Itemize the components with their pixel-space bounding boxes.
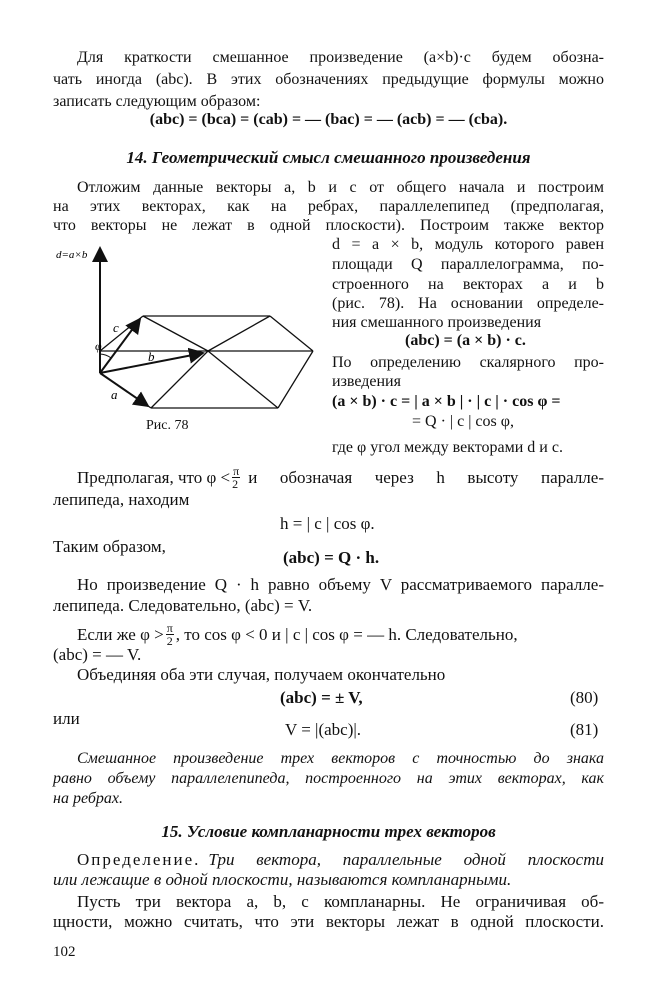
s14-p1-line-2: на этих векторах, как на ребрах, параллелепипед (предполагая, — [53, 198, 604, 215]
fraction-denominator: 2 — [232, 477, 239, 491]
equation-80: (abc) = ± V, — [280, 688, 363, 707]
assume-text-b: и обозначая через h высоту паралле- — [248, 467, 604, 487]
theorem-line-3: на ребрах. — [53, 790, 123, 807]
pi-over-two-fraction-2 — [166, 622, 174, 647]
label-b: b — [148, 349, 155, 364]
definition-label: Определение. — [77, 850, 201, 869]
equation-81: V = |(abc)|. — [285, 720, 362, 739]
if-result: (abc) = — V. — [53, 645, 142, 664]
intro-line-1: Для краткости смешанное произведение (a×b)·c будем обозна- — [77, 49, 604, 66]
eq-abc-definition: (abc) = (a × b) · c. — [405, 332, 526, 349]
equation-81-number: (81) — [570, 720, 599, 739]
product-line-2: лепипеда. Следовательно, (abc) = V. — [53, 596, 313, 615]
eq-dot-product-2: = Q · | c | cos φ, — [412, 413, 514, 430]
figure-78 — [53, 236, 318, 446]
s15-p1-line-1: Пусть три вектора a, b, c компланарны. Не ограничивая об- — [77, 892, 604, 911]
page-number: 102 — [53, 944, 76, 960]
s14-right2-line-1: По определению скалярного про- — [332, 354, 604, 371]
pi-over-two-fraction — [232, 465, 240, 490]
s14-right-line-5: ния смешанного произведения — [332, 314, 542, 331]
figure-caption: Рис. 78 — [146, 418, 189, 433]
fraction-denominator-2: 2 — [166, 634, 173, 648]
s14-right-line-3: строенного на векторах a и b — [332, 276, 604, 293]
label-d: d=a×b — [56, 249, 88, 261]
definition-text-1: Три вектора, параллельные одной плоскости — [208, 850, 604, 869]
parallelepiped-diagram — [53, 236, 318, 446]
theorem-line-1: Смешанное произведение трех векторов с точностью до знака — [77, 750, 604, 767]
definition-line-2: или лежащие в одной плоскости, называются компланарными. — [53, 870, 512, 889]
s14-right-line-1: d = a × b, модуль которого равен — [332, 236, 604, 253]
s15-p1-line-2: щности, можно считать, что эти векторы лежат в одной плоскости. — [53, 912, 604, 931]
assume-line-2: лепипеда, находим — [53, 490, 190, 509]
assume-line — [77, 465, 604, 490]
if-line — [77, 622, 604, 647]
s14-p1-line-3: что векторы не лежат в одной плоскости). Построим также вектор — [53, 217, 604, 234]
label-a: a — [111, 387, 118, 402]
eq-dot-product-1: (a × b) · c = | a × b | · | c | · cos φ = — [332, 393, 561, 410]
label-c: c — [113, 320, 119, 335]
s14-right-line-4: (рис. 78). На основании определе- — [332, 295, 604, 312]
thus-text: Таким образом, — [53, 537, 166, 556]
section-14-title: 14. Геометрический смысл смешанного произведения — [126, 148, 531, 167]
or-text: или — [53, 709, 80, 728]
identity-equation: (abc) = (bca) = (cab) = — (bac) = — (acb) = — (cba). — [149, 111, 508, 128]
intro-line-2: чать иногда (abc). В этих обозначениях предыдущие формулы можно — [53, 71, 604, 88]
fraction-numerator-2: π — [166, 621, 173, 635]
s14-right2-line-2: изведения — [332, 373, 401, 390]
s14-right-line-2: площади Q параллелограмма, по- — [332, 256, 604, 273]
theorem-line-2: равно объему параллелепипеда, построенного на этих векторах, как — [53, 770, 604, 787]
eq-height: h = | c | cos φ. — [280, 514, 375, 533]
s14-p1-line-1: Отложим данные векторы a, b и c от общего начала и построим — [77, 179, 604, 196]
fraction-numerator: π — [233, 464, 240, 478]
if-text-b: , то cos φ < 0 и | c | cos φ = — h. Следовательно, — [175, 624, 518, 644]
product-line-1: Но произведение Q · h равно объему V рассматриваемого паралле- — [77, 575, 604, 594]
combine-text: Объединяя оба эти случая, получаем окончательно — [77, 665, 446, 684]
intro-line-3: записать следующим образом: — [53, 93, 261, 110]
label-phi: φ — [95, 339, 102, 353]
phi-definition: где φ угол между векторами d и c. — [332, 439, 563, 456]
equation-80-number: (80) — [570, 688, 599, 707]
assume-text-a: Предполагая, что φ < — [77, 467, 231, 487]
eq-volume-q: (abc) = Q · h. — [283, 548, 380, 567]
if-text-a: Если же φ > — [77, 624, 164, 644]
definition-line-1 — [77, 850, 604, 870]
section-15-title: 15. Условие компланарности трех векторов — [161, 822, 496, 841]
